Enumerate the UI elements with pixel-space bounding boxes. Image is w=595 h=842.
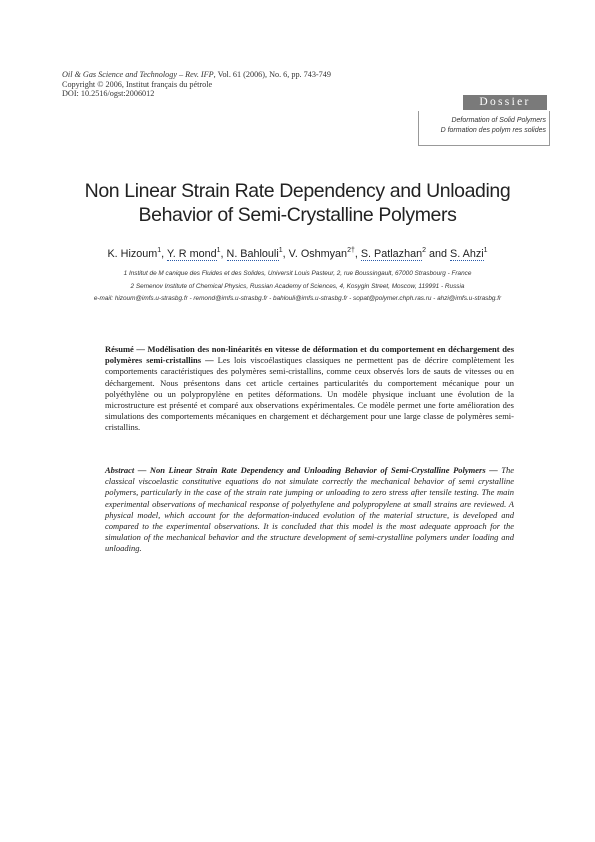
journal-volume: , Vol. 61 (2006), No. 6, pp. 743-749 [213, 70, 331, 79]
title-line-2: Behavior of Semi-Crystalline Polymers [138, 203, 457, 226]
author-name: V. Oshmyan [288, 248, 348, 260]
abstract-paragraph [105, 465, 514, 555]
author-list [40, 247, 555, 260]
journal-citation [62, 70, 331, 80]
resume-body: Les lois viscoélastiques classiques ne permettent pas de décrire complètement les comportements caractéristiques des polymères semi-cristallins, comme ceux observés lors de sauts de vitesses ou en déchargement. Nous présentons dans cet article certaines particularités du comportement mécanique pour un polyéthylène ou un polypropylène en petites déformations. Un modèle physique incluant une évolution de la microstructure est présenté et comparé aux observations expérimentales. Ce modèle permet une forte amélioration des simulations des comportements mécaniques en chargement et déchargement pour une large classe de polymères semi-cristallins. [105, 355, 514, 433]
author-affiliation-mark: 2 [422, 247, 426, 254]
affiliation-2: 2 Semenov Institute of Chemical Physics, Russian Academy of Sciences, 4, Kosygin Street, Moscow, 119991 - Russia [130, 283, 465, 290]
paper-title [40, 180, 555, 227]
affiliation-1: 1 Institut de M canique des Fluides et des Solides, Universit Louis Pasteur, 2, rue Boussingault, 67000 Strasbourg - France [123, 270, 472, 277]
author-separator: , [282, 248, 289, 260]
author-name: K. Hizoum [107, 248, 158, 260]
doi-line: DOI: 10.2516/ogst:2006012 [62, 89, 155, 99]
author-affiliation-mark: 1 [483, 247, 488, 254]
author-affiliation-mark: 1 [157, 247, 162, 254]
author-affiliation-mark: 1 [278, 247, 283, 254]
section-subtitle-fr: D formation des polym res solides [440, 127, 546, 134]
author-affiliation-mark: 2† [347, 247, 355, 254]
author-link[interactable]: N. Bahlouli [226, 248, 279, 260]
author-separator: , [354, 248, 361, 260]
author-link[interactable]: Y. R mond [166, 248, 217, 260]
section-badge: Dossier [463, 95, 547, 110]
journal-name: Oil & Gas Science and Technology – Rev. IFP [62, 70, 214, 79]
title-line-1: Non Linear Strain Rate Dependency and Unloading [84, 180, 511, 202]
author-link[interactable]: S. Ahzi [450, 248, 484, 260]
email-line: e-mail: hizoum@imfs.u-strasbg.fr - remond@imfs.u-strasbg.fr - bahlouli@imfs.u-strasbg.fr - sopat@polymer.chph.ras.ru - ahzi@imfs.u-strasbg.fr [93, 295, 502, 302]
author-link[interactable]: S. Patlazhan [360, 248, 423, 260]
resume-heading: Résumé — Modélisation des non-linéarités en vitesse de déformation et du comportement en déchargement des polymères semi-cristallins — [105, 344, 514, 366]
author-affiliation-mark: 1 [216, 247, 221, 254]
section-subtitle [441, 116, 546, 136]
abstract-body: The classical viscoelastic constitutive equations do not simulate correctly the mechanical behavior of semi crystalline polymers, particularly in the case of the strain rate jumping or unloading to zero stress after tensile testing. The main experimental observations of mechanical response of polyethylene and polypropylene at small strains are reviewed. A physical model, which account for the deformation-induced evolution of the material structure, is developed and compared to the experimental observations. It is concluded that this model is the most adequate approach for the simulation of the mechanical behavior and the structure development of semi-crystalline polymers under loading and unloading. [105, 465, 515, 554]
copyright-line: Copyright © 2006, Institut français du pétrole [62, 79, 213, 89]
journal-header [62, 70, 331, 99]
abstract-heading: Abstract — Non Linear Strain Rate Dependency and Unloading Behavior of Semi-Crystalline Polymers — [105, 465, 498, 475]
resume-paragraph [105, 344, 514, 434]
section-subtitle-en: Deformation of Solid Polymers [451, 117, 546, 124]
author-separator: , [220, 248, 227, 260]
author-separator: and [426, 248, 451, 260]
author-separator: , [161, 248, 167, 260]
